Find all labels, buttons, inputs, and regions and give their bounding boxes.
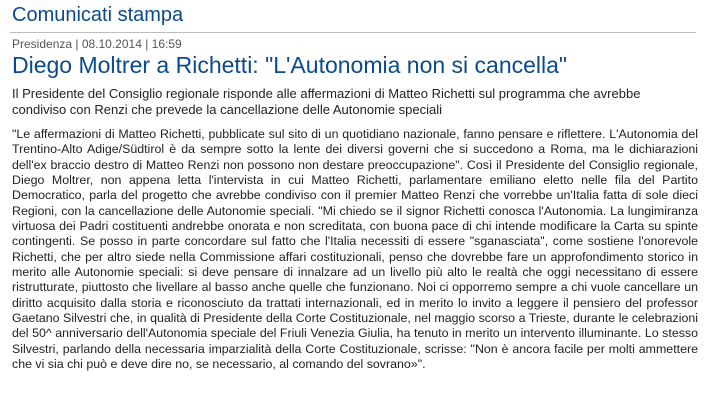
title-divider [10,32,696,33]
article-meta: Presidenza | 08.10.2014 | 16:59 [12,37,182,51]
section-title: Comunicati stampa [12,4,184,26]
article-headline[interactable]: Diego Moltrer a Richetti: "L'Autonomia non si cancella" [12,52,568,78]
article-body: "Le affermazioni di Matteo Richetti, pubblicate sul sito di un quotidiano nazionale, fanno pensare e riflettere. L'Autonomia del Trentino-Alto Adige/Südtirol è da sempre sotto la lente dei diversi governi che si succedono a Roma, ma le dichiarazioni dell'ex braccio destro di Matteo Renzi non possono non destare preoccupazione". Così il Presidente del Consiglio regionale, Diego Moltrer, non appena letta l'intervista in cui Matteo Richetti, parlamentare emiliano eletto nelle fila del Partito Democratico, parla del progetto che avrebbe condiviso con il premier Matteo Renzi che vorrebbe un'Italia fatta di sole dieci Regioni, con la cancellazione delle Autonomie speciali. "Mi chiedo se il signor Richetti conosca l'Autonomia. La lungimiranza virtuosa dei Padri costituenti andrebbe onorata e non screditata, con buona pace di chi intende modificare la Carta su spinte contingenti. Se posso in parte concordare sul fatto che l'Italia necessiti di essere "sganasciata", come sostiene l'onorevole Richetti, che per altro siede nella Commissione affari costituzionali, penso che dovrebbe fare un approfondimento storico in merito alle Autonomie speciali: si deve pensare di innalzare ad un livello più alto le realtà che oggi necessitano di essere ristrutturate, piuttosto che livellare al basso anche quelle che funzionano. Noi ci opporremo sempre a chi vuole cancellare un diritto acquisito dalla storia e riconosciuto da trattati internazionali, ed in merito lo invito a leggere il pensiero del professor Gaetano Silvestri che, in qualità di Presidente della Corte Costituzionale, nel maggio scorso a Trieste, durante le celebrazioni del 50^ anniversario dell'Autonomia speciale del Friuli Venezia Giulia, ha tenuto in merito un intervento illuminante. Lo stesso Silvestri, parlando della necessaria imparzialità della Corte Costituzionale, scrisse: "Non è ancora facile per molti ammettere che vi sia chi può e deve dire no, se necessario, al comando del sovrano»". [12,127,698,372]
article-summary: Il Presidente del Consiglio regionale risponde alle affermazioni di Matteo Richetti sul programma che avrebbe condiviso con Renzi che prevede la cancellazione delle Autonomie speciali [12,86,641,117]
